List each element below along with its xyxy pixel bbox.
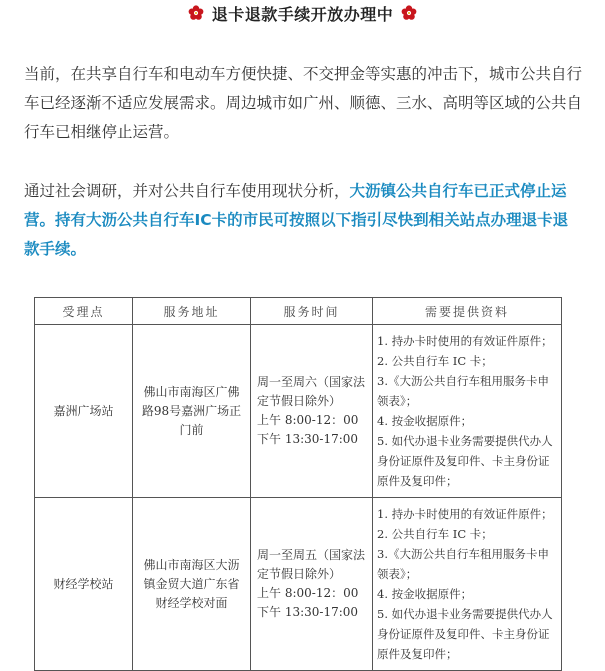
hours-line: 下午 13:30-17:00: [257, 605, 359, 619]
intro-paragraph: 当前，在共享自行车和电动车方便快捷、不交押金等实惠的冲击下，城市公共自行车已经逐渐不适应发展需求。周边城市如广州、顺德、三水、高明等区域的公共自行车已相继停止运营。: [24, 65, 583, 141]
doc-item: 2. 公共自行车 IC 卡；: [377, 527, 493, 541]
station-cell: 嘉洲广场站: [35, 325, 133, 498]
notice-lead: 通过社会调研，并对公共自行车使用现状分析，: [24, 182, 350, 200]
doc-item: 2. 公共自行车 IC 卡；: [377, 354, 493, 368]
column-header: 服务时间: [251, 298, 373, 325]
article-header: [0, 0, 605, 26]
service-table-wrapper: [34, 297, 561, 671]
table-row: [35, 325, 562, 498]
notice-highlight: 大沥镇公共自行车已正式停止运营。持有大沥公共自行车IC卡的市民可按照以下指引尽快到相关站点办理退卡退款手续。: [24, 182, 569, 258]
column-header: 需要提供资料: [373, 298, 562, 325]
address-cell: 佛山市南海区广佛路98号嘉洲广场正门前: [133, 325, 251, 498]
column-header: 服务地址: [133, 298, 251, 325]
doc-item: 3.《大沥公共自行车租用服务卡申领表》；: [377, 374, 549, 408]
docs-cell: [373, 325, 562, 498]
doc-item: 4. 按金收据原件；: [377, 587, 473, 601]
doc-item: 1. 持办卡时使用的有效证件原件；: [377, 507, 553, 521]
column-header: 受理点: [35, 298, 133, 325]
flower-icon: [188, 5, 204, 21]
station-cell: 财经学校站: [35, 498, 133, 671]
doc-item: 1. 持办卡时使用的有效证件原件；: [377, 334, 553, 348]
docs-cell: [373, 498, 562, 671]
doc-item: 3.《大沥公共自行车租用服务卡申领表》；: [377, 547, 549, 581]
flower-icon: [401, 5, 417, 21]
hours-cell: [251, 325, 373, 498]
hours-line: 周一至周六（国家法定节假日除外）: [257, 375, 366, 408]
hours-cell: [251, 498, 373, 671]
hours-line: 上午 8:00-12：00: [257, 413, 359, 427]
hours-line: 下午 13:30-17:00: [257, 432, 359, 446]
address-cell: 佛山市南海区大沥镇金贸大道广东省财经学校对面: [133, 498, 251, 671]
doc-item: 5. 如代办退卡业务需要提供代办人身份证原件及复印件、卡主身份证原件及复印件；: [377, 607, 553, 661]
notice-paragraph: [24, 177, 582, 264]
table-row: [35, 498, 562, 671]
page-title: 退卡退款手续开放办理中: [211, 4, 394, 24]
hours-line: 上午 8:00-12：00: [257, 586, 359, 600]
doc-item: 5. 如代办退卡业务需要提供代办人身份证原件及复印件、卡主身份证原件及复印件；: [377, 434, 553, 488]
hours-line: 周一至周五（国家法定节假日除外）: [257, 548, 366, 581]
service-table: [34, 297, 562, 671]
doc-item: 4. 按金收据原件；: [377, 414, 473, 428]
table-header-row: [35, 298, 562, 325]
